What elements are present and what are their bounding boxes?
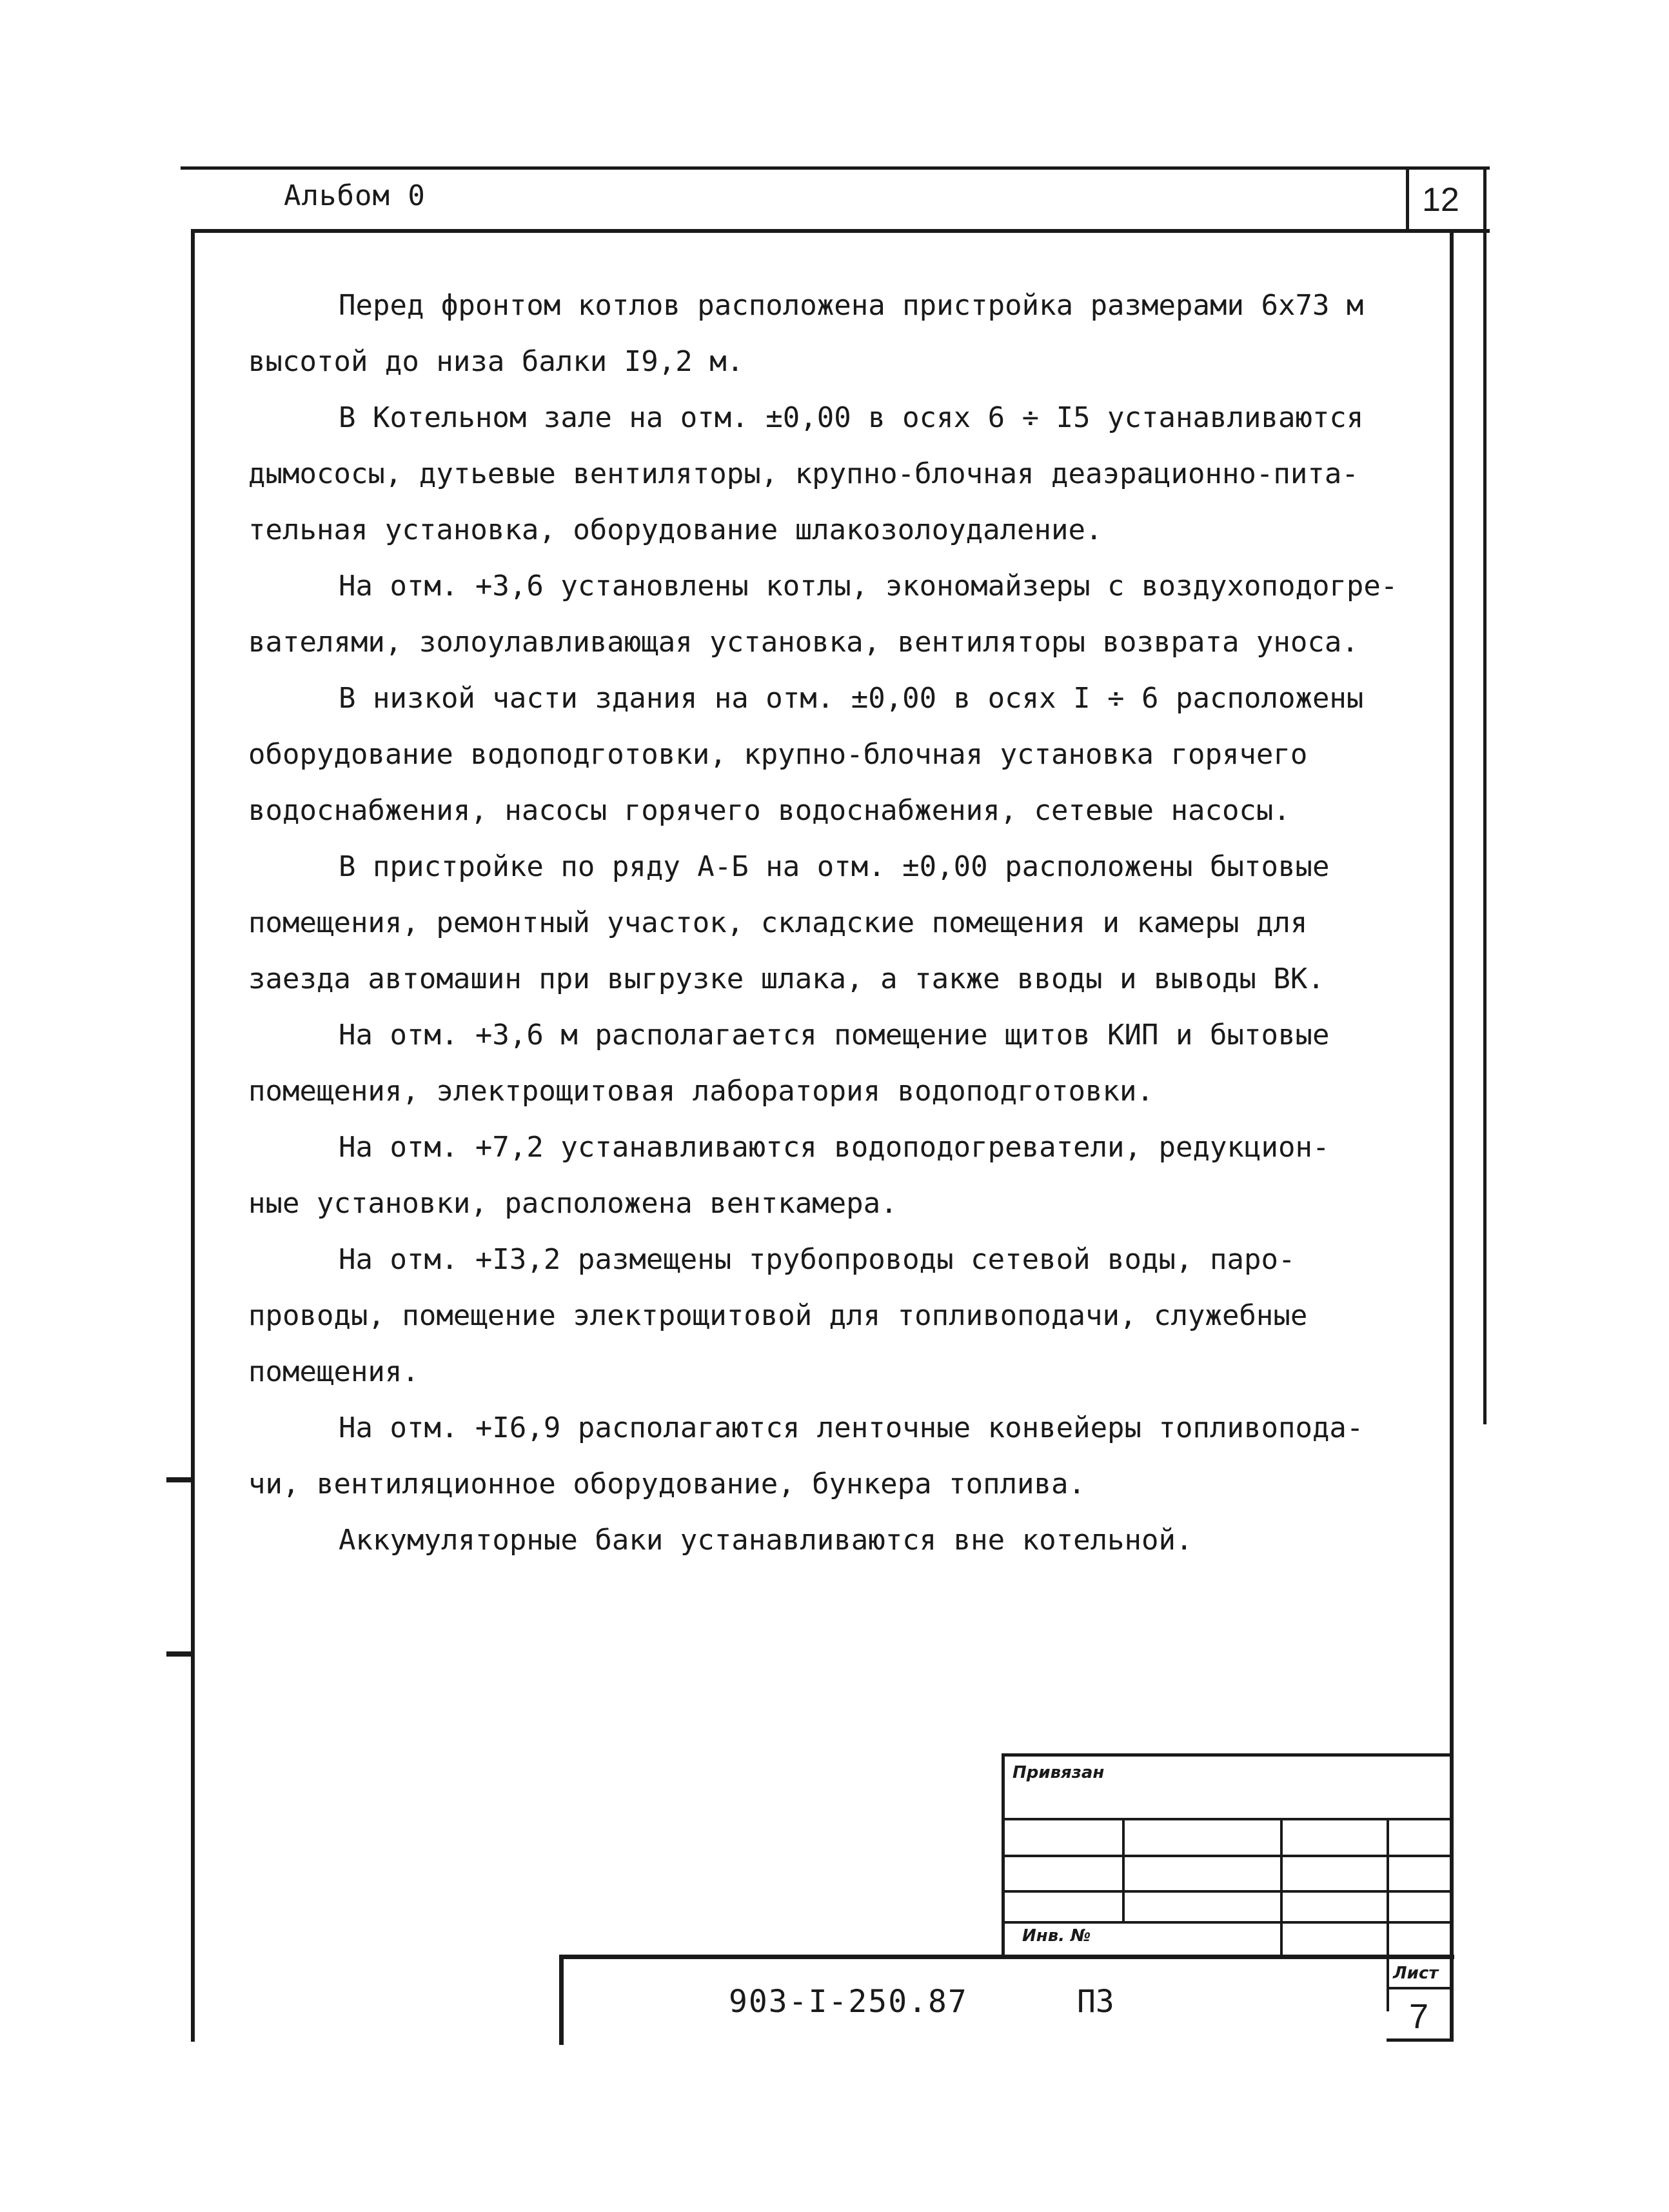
text-line: На отм. +7,2 устанавливаются водоподогреватели, редукцион- [339, 1131, 1330, 1164]
text-line: На отм. +I3,2 размещены трубопроводы сетевой воды, паро- [339, 1243, 1296, 1276]
sheet-label-divider [1387, 1987, 1454, 1989]
text-line: помещения, ремонтный участок, складские помещения и камеры для [248, 906, 1308, 939]
text-line: дымососы, дутьевые вентиляторы, крупно-блочная деаэрационно-пита- [248, 457, 1359, 490]
stamp-col-line [1280, 1818, 1283, 1955]
stamp-left-line [1002, 1753, 1005, 1955]
stamp-row-line [1003, 1890, 1451, 1893]
binding-tick [166, 1651, 193, 1657]
frame-right-line [1450, 229, 1454, 2042]
text-line: тельная установка, оборудование шлакозолоудаление. [248, 513, 1103, 546]
text-line: чи, вентиляционное оборудование, бункера топлива. [248, 1468, 1086, 1500]
text-line: помещения. [248, 1355, 419, 1388]
text-line: водоснабжения, насосы горячего водоснабжения, сетевые насосы. [248, 794, 1290, 827]
body-text [248, 277, 1428, 1568]
frame-top-line [193, 229, 1490, 233]
sheet-number: 7 [1409, 1997, 1429, 2036]
text-line: оборудование водоподготовки, крупно-блочная установка горячего [248, 738, 1308, 771]
text-line: На отм. +3,6 м располагается помещение щитов КИП и бытовые [339, 1019, 1330, 1051]
stamp-col-line [1387, 1818, 1389, 2011]
text-line: В Котельном зале на отм. ±0,00 в осях 6 ÷ I5 устанавливаются [339, 401, 1364, 434]
title-strip-top-line [561, 1955, 1454, 1959]
stamp-row-line [1003, 1818, 1451, 1820]
album-title: Альбом 0 [284, 179, 426, 212]
text-line: На отм. +I6,9 располагаются ленточные конвейеры топливопода- [339, 1411, 1364, 1444]
stamp-top-line [1003, 1753, 1451, 1757]
text-line: ные установки, расположена венткамера. [248, 1187, 898, 1220]
sheet-label: Лист [1393, 1964, 1439, 1983]
header-top-line [181, 166, 1490, 170]
frame-right-outer-line [1483, 166, 1486, 1424]
title-strip-left-line [559, 1955, 564, 2045]
document-type: ПЗ [1077, 1984, 1114, 2020]
page-box-left-line [1406, 166, 1409, 231]
text-line: высотой до низа балки I9,2 м. [248, 345, 744, 378]
stamp-privyazan-label: Привязан [1012, 1763, 1105, 1782]
stamp-col-line [1122, 1818, 1125, 1921]
binding-tick [166, 1477, 193, 1482]
text-line: проводы, помещение электрощитовой для топливоподачи, служебные [248, 1299, 1308, 1332]
text-line: вателями, золоулавливающая установка, вентиляторы возврата уноса. [248, 626, 1359, 659]
text-line: В низкой части здания на отм. ±0,00 в осях I ÷ 6 расположены [339, 682, 1364, 715]
page-number: 12 [1422, 181, 1459, 219]
document-code: 903-I-250.87 [729, 1984, 968, 2020]
text-line: заезда автомашин при выгрузке шлака, а также вводы и выводы ВК. [248, 962, 1325, 995]
frame-left-line [191, 229, 195, 2042]
stamp-row-line [1003, 1921, 1451, 1924]
text-line: помещения, электрощитовая лаборатория водоподготовки. [248, 1075, 1154, 1108]
stamp-row-line [1003, 1855, 1451, 1857]
text-line: На отм. +3,6 установлены котлы, экономайзеры с воздухоподогре- [339, 570, 1398, 603]
stamp-inv-label: Инв. № [1022, 1926, 1091, 1946]
text-line: В пристройке по ряду А-Б на отм. ±0,00 расположены бытовые [339, 850, 1330, 883]
text-line: Аккумуляторные баки устанавливаются вне котельной. [339, 1524, 1193, 1557]
text-line: Перед фронтом котлов расположена пристройка размерами 6х73 м [339, 289, 1364, 322]
title-strip-bottom-line [1387, 2038, 1454, 2042]
